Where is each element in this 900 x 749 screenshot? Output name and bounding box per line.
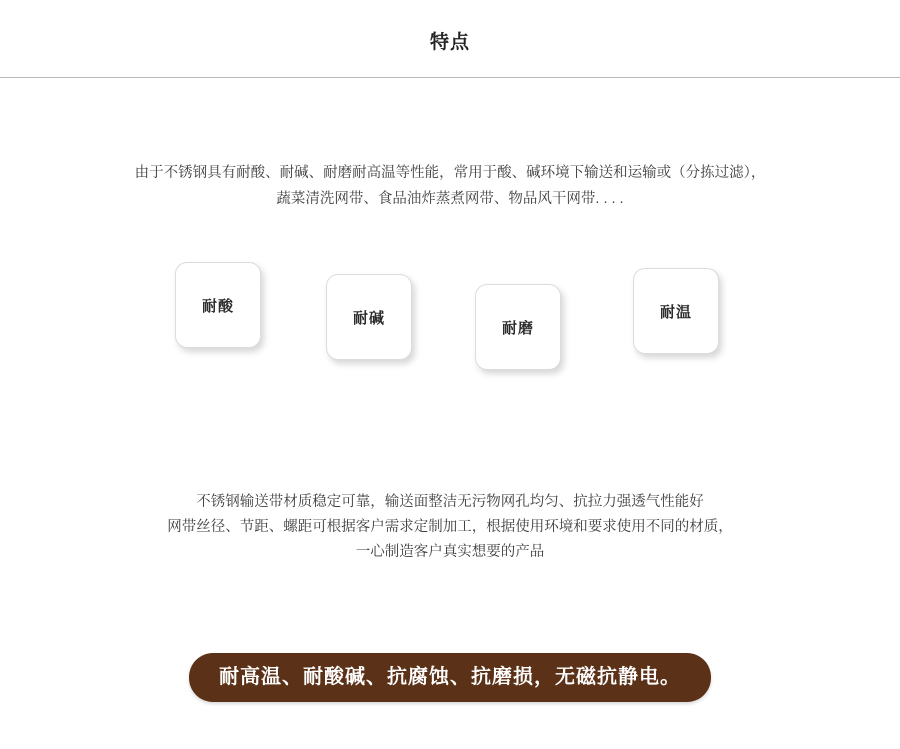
feature-card-label: 耐温	[659, 303, 692, 321]
highlight-banner: 耐高温、耐酸碱、抗腐蚀、抗磨损，无磁抗静电。	[189, 653, 711, 702]
page-header	[0, 0, 900, 78]
feature-card-label: 耐碱	[352, 309, 385, 327]
intro-paragraph	[0, 160, 900, 212]
feature-card-wear-resistant	[475, 284, 561, 370]
feature-card-label: 耐酸	[201, 297, 234, 315]
feature-card-acid-resistant	[175, 262, 261, 348]
page-title: 特点	[429, 32, 470, 53]
description-paragraph	[0, 490, 900, 565]
description-line-3: 一心制造客户真实想要的产品	[355, 544, 545, 560]
feature-card-group	[0, 260, 900, 380]
description-line-2: 网带丝径、节距、螺距可根据客户需求定制加工，根据使用环境和要求使用不同的材质，	[167, 519, 733, 535]
description-line-1: 不锈钢输送带材质稳定可靠，输送面整洁无污物网孔均匀、抗拉力强透气性能好	[196, 494, 704, 510]
intro-line-1: 由于不锈钢具有耐酸、耐碱、耐磨耐高温等性能，常用于酸、碱环境下输送和运输或（分拣过滤），	[134, 165, 766, 181]
feature-card-label: 耐磨	[501, 319, 534, 337]
feature-card-temperature-resistant	[633, 268, 719, 354]
highlight-banner-wrapper	[0, 653, 900, 702]
header-divider	[0, 77, 900, 78]
feature-card-alkali-resistant	[326, 274, 412, 360]
intro-line-2: 蔬菜清洗网带、食品油炸蒸煮网带、物品风干网带. . . .	[276, 191, 624, 207]
